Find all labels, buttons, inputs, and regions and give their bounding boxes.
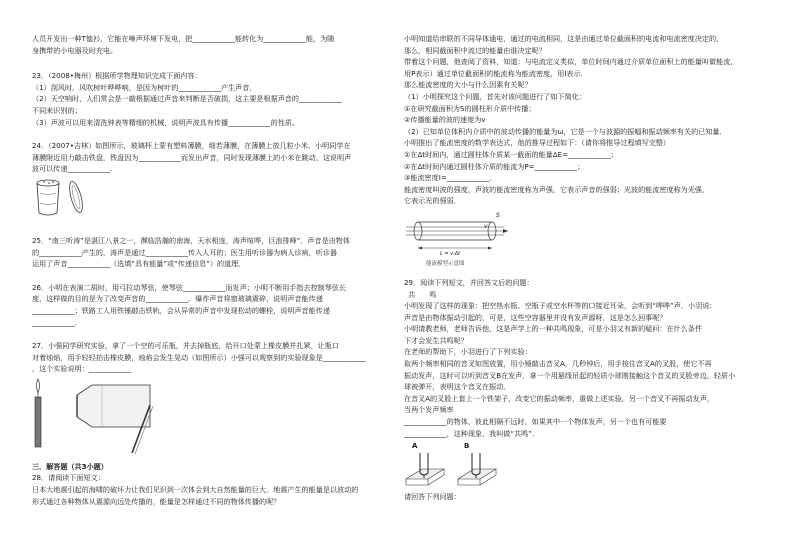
label-length: L = v·Δt — [440, 250, 461, 257]
passage-resonance: 小明发现了这样的现象：把空热水瓶、空瓶子或空水杯等的口接近耳朵，会听到“哗哗”声．小羽说： 声音是由物体振动引起的，可是，这些空容器里并没有发声源呀，这是怎么回事呢？ 小明请教老师，老师告诉他，这是声学上的一种共鸣现象，可是小羽又有新的疑问：在什么条件 下才会发生共鸣呢？ 在老师的帮助下，小羽进行了下列实验： 取两个频率相同的音叉如图放置，用小锤敲击音叉A，几秒钟后，用手按住音叉A的叉股，使它不再 振动发声，这时可以听到音叉B在发声．拿一个用悬线吊起的轻质小球刚接触这个音叉的叉股旁边，轻质小 球被弹开，表明这个音叉在振动． 在音叉A的叉股上套上一个铁架子，改变它的振动频率，重做上述实验，另一个音叉不再振动发声， 当两个发声频率 ____________的物体，彼此相隔不远时，如果其中一个物体发声，另一个也有可能要 ____________，这种现象，我叫做“共鸣”． — [404, 301, 736, 438]
question-23: 23．（2008•梅州）根据所学物理知识完成下面内容： （1）刮风时，风吹树叶哗哗响，是因为树叶的____________产生声音． （2）天空响时，人们常会是一敲根据通过声音来判断是否破损，这主要是根据声音的____________ 不同来识别的； （3）声波可以用来清洗钟表等精细的机械，说明声波具有传播____________的性质。 — [32, 71, 342, 127]
intro-line-2: 身携带的小电器及时充电。 — [32, 45, 118, 55]
intro-line-1: 人员开发出一种T恤衫，它能在噪声环境下发电，把____________能转化为____________能，为随 — [32, 34, 335, 43]
question-25: 25．“南三听涛”是湛江八景之一，濒临浩瀚的南海，天水相连，涛声喧哗，巨浪排峰”．声音是由物体 的____________产生的，涛声是通过____________传入人耳的；医生用听诊器为病人诊病，听诊器 运用了声音____________（选填“具有能量”或“传递信息”）的道理． — [32, 235, 350, 269]
cup-figure — [32, 175, 387, 221]
question-26: 26．小明在表演二胡时，用弓拉动琴弦，使琴弦____________而发声；小明不断用手指去控制琴弦长 度，这样做的目的是为了改变声音的____________．爆炸声音将窗玻璃震碎，说明声音能传递 ____________；铁路工人用铁锤敲击铁轨，会从异常的声音中发现松动的螺栓，说明声音能传递 ____________． — [32, 282, 347, 327]
energy-flow-model-figure — [404, 207, 764, 269]
section-3-heading: 三．解答题（共3小题） — [32, 461, 108, 471]
tuning-forks-illustration — [404, 439, 504, 489]
label-v: v — [484, 222, 488, 230]
fork-label-b: B — [464, 442, 470, 451]
label-s: S — [496, 211, 500, 219]
question-24: 24．（2007•吉林）如图所示，玻璃杯上蒙有塑料薄膜，细若薄膜，在薄膜上放几粒小米．小明同学在 薄膜附近用力敲击铁盘，铁盘因为____________而发出声音，同时发现薄膜上的小米在跳动，这说明声 波可以传递____________. — [32, 141, 352, 174]
question-29-prompt: 请回答下列问题： — [404, 492, 461, 502]
question-28: 28．请阅读下面短文： 日本大地震引起的海啸的破坏力让我们见识到一次体会到大自然能量的巨大．地震产生的能量是以波动的 形式通过各种物体从震源向远处传播的，能量是怎样通过不同的物体传播的呢？ — [32, 473, 359, 506]
question-29-title: 共 鸣 — [408, 289, 437, 299]
fork-label-a: A — [412, 442, 418, 451]
tuning-fork-figure — [404, 439, 764, 491]
cup-with-drum-illustration — [32, 175, 92, 221]
left-column — [32, 0, 387, 507]
candle-and-bottle-illustration — [32, 375, 182, 455]
passage-energy-flow: 小明知道给串联的不同导体通电，通过的电流相同，这是由通过单位截面积的电流和电流密度决定的， 那么，相同截面积中流过的能量由谁决定呢？ 带着这个问题，他查阅了资料，知道：与电流定义类似，单位时间内通过介质单位面积上的能量叫做能流， 用P表示）通过单位截面积的能流称为能流密度，用I表示． 那么能流密度的大小与什么因素有关呢？ （1）小明探究这个问题，首先对该问题进行了如下简化： ①在研究截面积为S的圆柱形介质中传播； ②传播能量的波的速度为v （2）已知单位体积内介质中的波动传播的能量为ω，它是一个与波源的振幅和振动频率有关的已知量． 小明推出了能流密度的数学表达式，他的推导过程如下：（请你将推导过程填写完整） ①在Δt时间内，通过圆柱体介质某一截面的能量ΔE=____________； ②在Δt时间内通过圆柱体介质的能流为P=____________； ③能流密度I=____________． 能流密度叫波的强度，声波的能流密度称为声强，它表示声音的强弱；光波的能流密度称为光强， 它表示光的强弱． — [404, 34, 738, 206]
question-29-intro: 29．阅读下列短文，并回答文后的问题： — [404, 277, 534, 287]
candle-bottle-figure — [32, 375, 387, 455]
question-27: 27．小强同学研究实验，拿了一个空的可乐瓶，并去掉瓶底，给开口处蒙上橡皮膜并扎紧，让瓶口 对着烛焰，用手轻轻拍击橡皮膜，烛焰会发生晃动（如图所示）小强可以观察到的实验现象是____________ ，这个实验说明：____________ — [32, 341, 366, 374]
right-column — [404, 0, 764, 503]
energy-flow-caption: 能流模型示意图 — [426, 260, 465, 267]
